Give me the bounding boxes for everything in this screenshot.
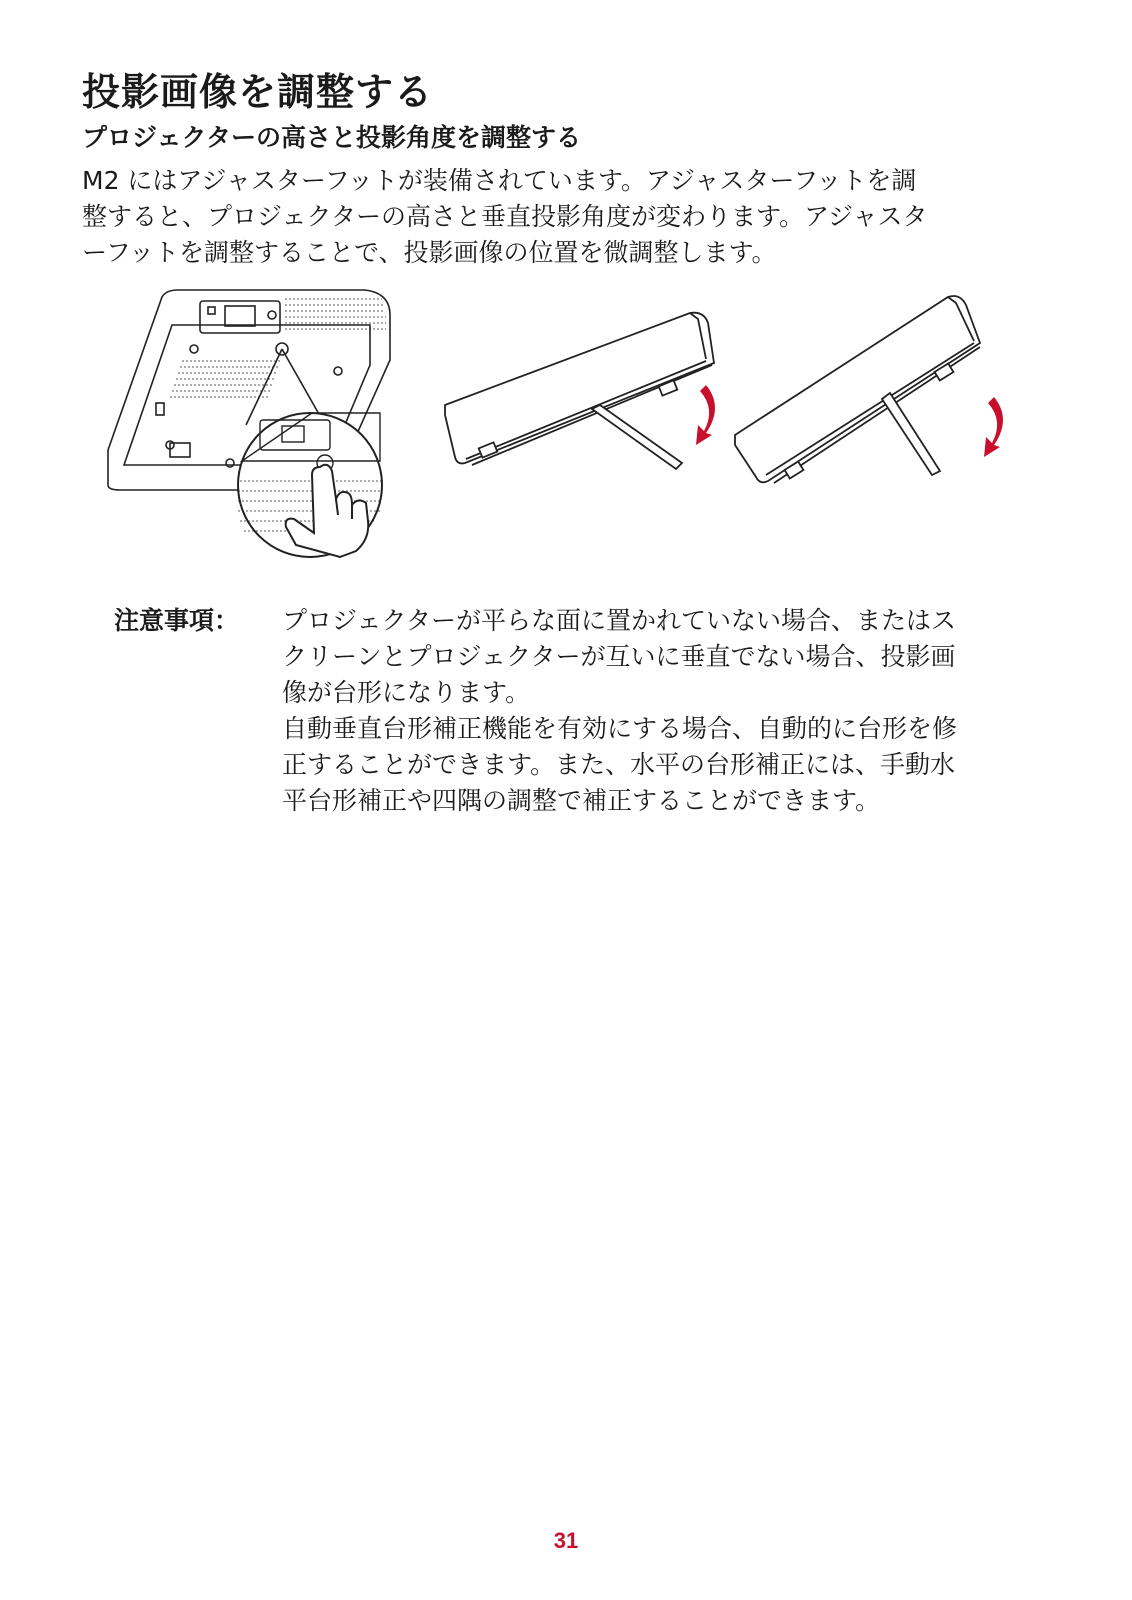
intro-line: M2 にはアジャスターフットが装備されています。アジャスターフットを調: [82, 166, 917, 195]
page-title: 投影画像を調整する: [82, 70, 434, 114]
projector-side-view-2: [735, 296, 980, 483]
note-line: プロジェクターが平らな面に置かれていない場合、またはス: [282, 606, 957, 635]
note-line: 平台形補正や四隅の調整で補正することができます。: [282, 786, 881, 815]
magnifier-circle: [238, 413, 382, 557]
note-body: [282, 603, 1052, 819]
note-line: クリーンとプロジェクターが互いに垂直でない場合、投影画: [282, 642, 956, 671]
page-number: 31: [553, 1528, 579, 1553]
note-line: 正することができます。また、水平の台形補正には、手動水: [282, 750, 956, 779]
note-line: 自動垂直台形補正機能を有効にする場合、自動的に台形を修: [282, 714, 958, 743]
intro-line: 整すると、プロジェクターの高さと垂直投影角度が変わります。アジャスタ: [82, 202, 928, 231]
intro-line: ーフットを調整することで、投影画像の位置を微調整します。: [82, 238, 777, 267]
intro-paragraph: [82, 163, 1042, 271]
projector-side-view-1: [445, 313, 714, 469]
note-line: 像が台形になります。: [282, 678, 531, 707]
note-label: 注意事項：: [114, 606, 240, 635]
adjuster-foot-illustration: [100, 285, 1040, 565]
curved-arrow-down-icon: [696, 385, 715, 445]
section-title: プロジェクターの高さと投影角度を調整する: [82, 123, 582, 152]
curved-arrow-down-icon: [984, 397, 1003, 457]
